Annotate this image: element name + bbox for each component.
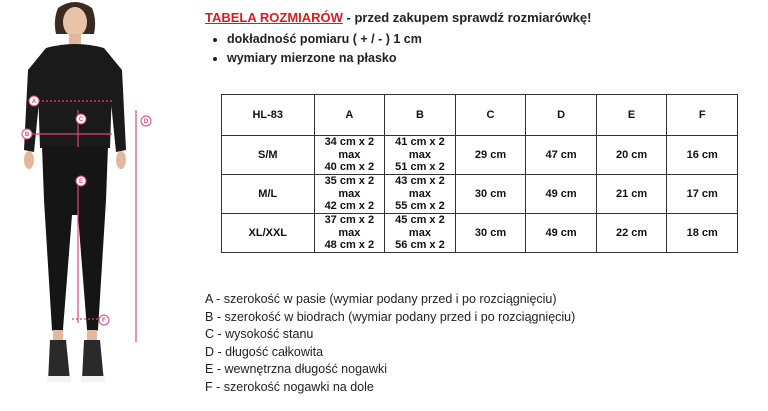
left-hand bbox=[24, 151, 34, 169]
cell-line: 35 cm x 2 bbox=[324, 175, 375, 188]
cell-c: 30 cm bbox=[455, 214, 526, 253]
note-item: • wymiary mierzone na płasko bbox=[227, 49, 745, 68]
cell-f: 17 cm bbox=[667, 175, 738, 214]
marker-d-label: D bbox=[143, 119, 149, 125]
legend-text: - wysokość stanu bbox=[214, 327, 314, 342]
legend-key: D bbox=[205, 344, 215, 359]
left-shoe bbox=[48, 340, 70, 382]
legend bbox=[205, 291, 575, 397]
table-row bbox=[222, 214, 738, 253]
note-item: • dokładność pomiaru ( + / - ) 1 cm bbox=[227, 30, 745, 49]
cell-e: 21 cm bbox=[596, 175, 667, 214]
legend-text: - wewnętrzna długość nogawki bbox=[213, 362, 388, 377]
cell-line: max bbox=[338, 148, 361, 161]
cell-b bbox=[385, 136, 456, 175]
left-sole bbox=[47, 376, 71, 382]
model-figure bbox=[0, 0, 200, 411]
legend-key: F bbox=[205, 379, 213, 394]
notes-list bbox=[205, 30, 745, 68]
cell-line: 43 cm x 2 bbox=[395, 175, 445, 188]
cell-e: 20 cm bbox=[596, 136, 667, 175]
cell-line: 51 cm x 2 bbox=[395, 161, 445, 174]
title-highlight: TABELA ROZMIARÓW bbox=[205, 10, 343, 25]
col-header-d: D bbox=[526, 95, 597, 136]
legend-item bbox=[205, 379, 575, 397]
cell-f: 16 cm bbox=[667, 136, 738, 175]
cell-line: 41 cm x 2 bbox=[395, 136, 445, 149]
cell-line: max bbox=[408, 148, 431, 161]
model-code: HL-83 bbox=[222, 95, 315, 136]
legend-key: E bbox=[205, 362, 214, 377]
cell-b bbox=[385, 214, 456, 253]
cell-c: 30 cm bbox=[455, 175, 526, 214]
title-rest: - przed zakupem sprawdź rozmiarówkę! bbox=[342, 10, 592, 25]
cell-b bbox=[385, 175, 456, 214]
table-row bbox=[222, 136, 738, 175]
legend-item bbox=[205, 291, 575, 309]
cell-line: max bbox=[408, 226, 431, 239]
cell-d: 49 cm bbox=[526, 214, 597, 253]
cell-line: max bbox=[338, 226, 361, 239]
legend-item bbox=[205, 361, 575, 379]
right-sole bbox=[81, 376, 105, 382]
marker-b-label: B bbox=[24, 132, 30, 138]
legend-text: - długość całkowita bbox=[214, 344, 324, 359]
marker-c-label: C bbox=[78, 117, 84, 123]
cell-a bbox=[314, 214, 385, 253]
cell-d: 47 cm bbox=[526, 136, 597, 175]
cell-line: 48 cm x 2 bbox=[324, 239, 375, 252]
leggings bbox=[42, 146, 108, 342]
col-header-f: F bbox=[667, 95, 738, 136]
legend-item bbox=[205, 309, 575, 327]
header bbox=[205, 9, 745, 68]
right-shoe bbox=[82, 340, 104, 382]
cell-line: 37 cm x 2 bbox=[324, 214, 375, 227]
cell-line: max bbox=[338, 187, 361, 200]
legend-item bbox=[205, 344, 575, 362]
cell-line: 45 cm x 2 bbox=[395, 214, 445, 227]
legend-text: - szerokość w biodrach (wymiar podany przed i po rozciągnięciu) bbox=[213, 309, 576, 324]
legend-text: - szerokość nogawki na dole bbox=[212, 379, 374, 394]
table-header-row bbox=[222, 95, 738, 136]
marker-f-label: F bbox=[102, 318, 106, 324]
size-label: XL/XXL bbox=[222, 214, 315, 253]
cell-a bbox=[314, 136, 385, 175]
legend-text: - szerokość w pasie (wymiar podany przed i po rozciągnięciu) bbox=[212, 292, 557, 306]
size-table bbox=[221, 94, 738, 253]
cell-a bbox=[314, 175, 385, 214]
cell-line: 40 cm x 2 bbox=[324, 161, 375, 174]
cell-c: 29 cm bbox=[455, 136, 526, 175]
cell-f: 18 cm bbox=[667, 214, 738, 253]
cell-line: 42 cm x 2 bbox=[324, 200, 375, 213]
face bbox=[63, 7, 87, 37]
cell-line: max bbox=[408, 187, 431, 200]
cell-line: 34 cm x 2 bbox=[324, 136, 375, 149]
col-header-a: A bbox=[314, 95, 385, 136]
page-title bbox=[205, 9, 745, 26]
cell-d: 49 cm bbox=[526, 175, 597, 214]
col-header-b: B bbox=[385, 95, 456, 136]
size-label: S/M bbox=[222, 136, 315, 175]
col-header-e: E bbox=[596, 95, 667, 136]
table-row bbox=[222, 175, 738, 214]
col-header-c: C bbox=[455, 95, 526, 136]
cell-line: 55 cm x 2 bbox=[395, 200, 445, 213]
size-label: M/L bbox=[222, 175, 315, 214]
cell-line: 56 cm x 2 bbox=[395, 239, 445, 252]
cell-e: 22 cm bbox=[596, 214, 667, 253]
right-hand bbox=[116, 151, 126, 169]
marker-a-label: A bbox=[31, 99, 37, 105]
legend-key: A bbox=[205, 292, 213, 306]
marker-e-label: E bbox=[78, 179, 84, 185]
legend-item bbox=[205, 326, 575, 344]
legend-key: B bbox=[205, 309, 214, 324]
sweater bbox=[38, 44, 112, 148]
legend-key: C bbox=[205, 327, 215, 342]
